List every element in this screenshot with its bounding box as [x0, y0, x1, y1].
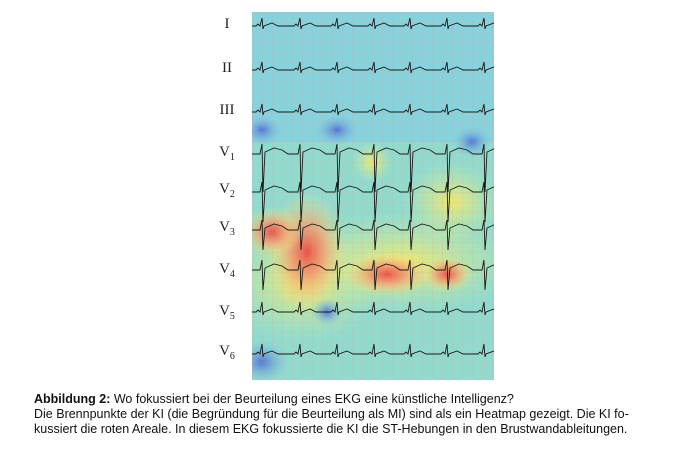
caption-line-2: Die Brennpunkte der KI (die Begründung für die Beurteilung als MI) sind als ein Heatmap gezeigt. Die KI fo- [34, 407, 629, 421]
lead-label: $V_4$ [219, 261, 235, 280]
lead-label: I [224, 16, 230, 32]
lead-label: $V_6$ [219, 343, 235, 362]
lead-label: III [219, 102, 235, 118]
lead-label: $V_1$ [219, 144, 235, 163]
caption-line-3: kussiert die roten Areale. In diesem EKG fokussierte die KI die ST-Hebungen in den Brustwandableitungen. [34, 422, 628, 436]
figure-caption [34, 392, 654, 437]
lead-label: $V_2$ [219, 181, 235, 200]
caption-title-line [34, 392, 654, 407]
lead-label: $V_5$ [219, 303, 235, 322]
ekg-heatmap-image [252, 12, 494, 380]
lead-label: $V_3$ [219, 219, 235, 238]
caption-label: Abbildung 2: [34, 392, 111, 406]
lead-label: II [222, 60, 232, 76]
caption-title: Wo fokussiert bei der Beurteilung eines EKG eine künstliche Intelligenz? [110, 392, 514, 406]
